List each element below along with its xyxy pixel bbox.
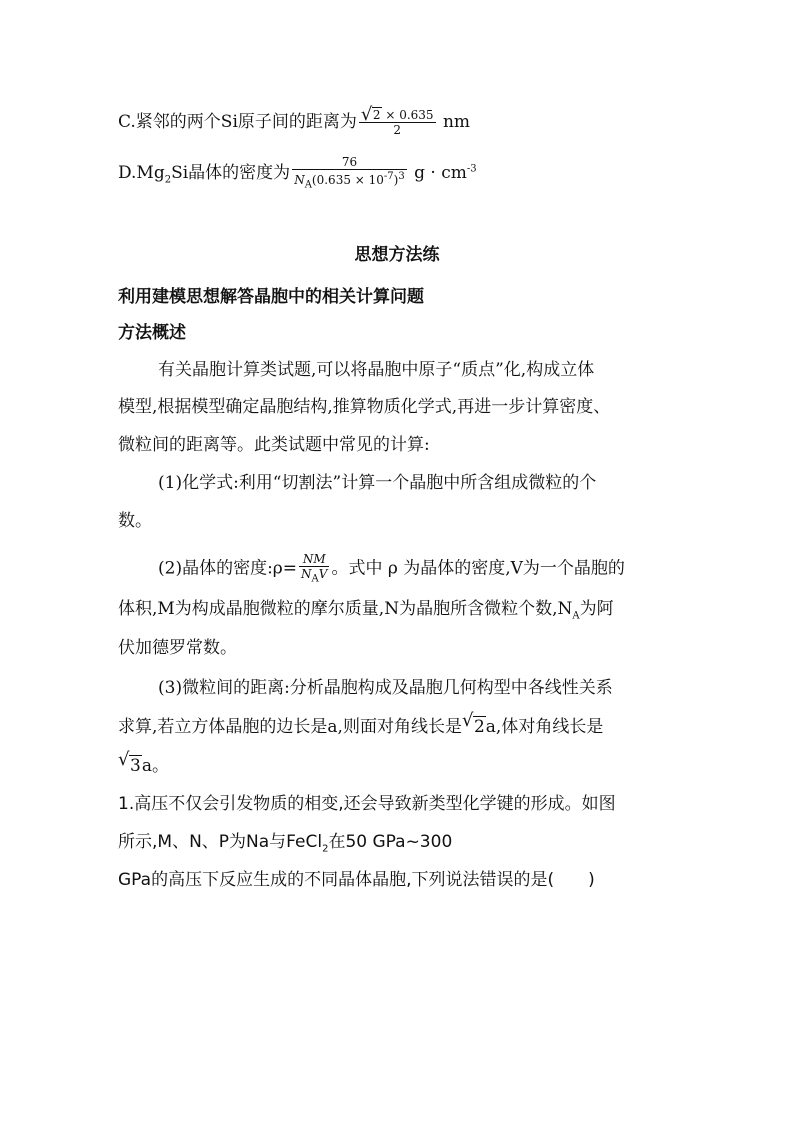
item2-line3: 伏加德罗常数。	[118, 638, 237, 658]
option-c-fraction: √ 2 × 0.635 2	[360, 104, 434, 137]
item3-line3: √ 3a。	[118, 753, 169, 779]
density-fraction: $\frac{NM}{N_AV}$	[301, 552, 328, 585]
item2-line2: 体积,M为构成晶胞微粒的摩尔质量,N为晶胞所含微粒个数$,N_A$为阿	[118, 599, 614, 622]
option-d	[118, 155, 477, 194]
option-c-prefix: C.紧邻的两个Si原子间的距离为	[118, 112, 357, 132]
option-c	[118, 104, 471, 137]
option-d-prefix: D.Mg	[118, 163, 165, 184]
item2-line1: (2)晶体的密度:ρ= $\frac{NM}{N_AV}$ 。式中 ρ 为晶体的密度,V为一个晶胞的	[158, 552, 625, 585]
section-title: 思想方法练	[354, 245, 440, 265]
item3-line1: (3)微粒间的距离:分析晶胞构成及晶胞几何构型中各线性关系	[158, 678, 613, 698]
question1-line3: GPa的高压下反应生成的不同晶体晶胞,下列说法错误的是( )	[118, 870, 595, 890]
option-d-fraction: $\frac{76}{N_A(0.635 \times 10^{-7})^3}$	[294, 155, 405, 191]
option-c-suffix: nm	[437, 112, 471, 132]
overview-heading: 方法概述	[118, 323, 186, 343]
para1-line1: 有关晶胞计算类试题,可以将晶胞中原子“质点”化,构成立体	[158, 360, 595, 380]
question1-line1: 1.高压不仅会引发物质的相变,还会导致新类型化学键的形成。如图	[118, 794, 616, 814]
unit-exponent: -3	[466, 163, 477, 175]
subtitle: 利用建模思想解答晶胞中的相关计算问题	[118, 287, 424, 307]
para1-line3: 微粒间的距离等。此类试题中常见的计算:	[118, 435, 430, 455]
item3-line2: 求算,若立方体晶胞的边长是a,则面对角线长是 √ 2a,体对角线长是	[118, 714, 603, 740]
option-d-unit: g · cm	[408, 163, 467, 184]
item1-line1: (1)化学式:利用“切割法”计算一个晶胞中所含组成微粒的个	[158, 473, 597, 493]
para1-line2: 模型,根据模型确定晶胞结构,推算物质化学式,再进一步计算密度、	[118, 397, 611, 417]
sqrt-symbol: √ 3	[118, 749, 141, 776]
subscript: 2	[164, 174, 172, 186]
option-d-mid: Si晶体的密度为	[171, 163, 291, 184]
question1-line2: 所示,M、N、P为Na与FeCl$_2$在50 GPa~300	[118, 832, 453, 855]
sqrt-symbol: √ 2	[360, 104, 381, 125]
sqrt-symbol: √ 2	[461, 710, 485, 737]
item1-line2: 数。	[118, 511, 152, 531]
